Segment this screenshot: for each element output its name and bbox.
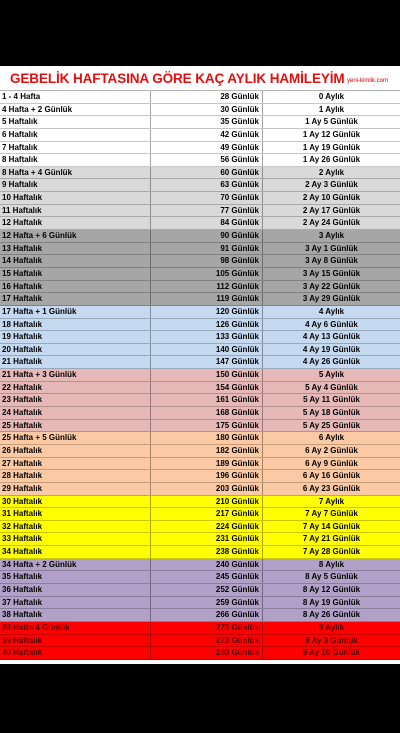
days-cell: 77 Günlük xyxy=(151,205,263,217)
week-cell: 38 Hafta 4 Günlük xyxy=(0,622,151,634)
months-cell: 5 Ay 11 Günlük xyxy=(303,395,360,405)
months-cell: 7 Ay 7 Günlük xyxy=(305,509,358,519)
table-row xyxy=(0,407,400,420)
table-row xyxy=(0,445,400,458)
pregnancy-table-sheet xyxy=(0,66,400,664)
months-cell: 8 Ay 12 Günlük xyxy=(302,584,361,594)
days-cell: 224 Günlük xyxy=(151,521,263,533)
days-cell: 42 Günlük xyxy=(151,129,263,141)
days-cell: 140 Günlük xyxy=(151,344,263,356)
days-cell: 182 Günlük xyxy=(151,445,263,457)
days-cell: 240 Günlük xyxy=(151,559,263,571)
week-cell: 28 Haftalık xyxy=(0,470,151,482)
week-cell: 9 Haftalık xyxy=(0,179,151,191)
days-cell: 203 Günlük xyxy=(151,483,263,495)
week-cell: 30 Haftalık xyxy=(0,496,151,508)
table-row xyxy=(0,268,400,281)
months-cell: 4 Ay 6 Günlük xyxy=(305,319,358,329)
week-cell: 18 Haftalık xyxy=(0,319,151,331)
days-cell: 180 Günlük xyxy=(151,432,263,444)
table-row xyxy=(0,344,400,357)
week-cell: 4 Hafta + 2 Günlük xyxy=(0,104,151,116)
week-cell: 27 Haftalık xyxy=(0,458,151,470)
months-cell: 4 Ay 13 Günlük xyxy=(302,332,361,342)
table-row xyxy=(0,584,400,597)
table-row xyxy=(0,609,400,622)
week-cell: 12 Hafta + 6 Günlük xyxy=(0,230,151,242)
table-row xyxy=(0,205,400,218)
days-cell: 161 Günlük xyxy=(151,394,263,406)
week-cell: 31 Haftalık xyxy=(0,508,151,520)
months-cell: 2 Aylık xyxy=(318,167,345,177)
days-cell: 70 Günlük xyxy=(151,192,263,204)
table-row xyxy=(0,483,400,496)
table-row xyxy=(0,420,400,433)
days-cell: 90 Günlük xyxy=(151,230,263,242)
months-cell: 0 Aylık xyxy=(318,92,345,101)
days-cell: 105 Günlük xyxy=(151,268,263,280)
days-cell: 98 Günlük xyxy=(151,255,263,267)
months-cell: 2 Ay 24 Günlük xyxy=(302,218,361,228)
table-row xyxy=(0,521,400,534)
days-cell: 273 Günlük xyxy=(151,635,263,647)
week-cell: 23 Haftalık xyxy=(0,394,151,406)
days-cell: 133 Günlük xyxy=(151,331,263,343)
week-cell: 24 Haftalık xyxy=(0,407,151,419)
months-cell: 8 Ay 19 Günlük xyxy=(302,597,361,607)
week-cell: 7 Haftalık xyxy=(0,142,151,154)
days-cell: 252 Günlük xyxy=(151,584,263,596)
months-cell: 2 Ay 10 Günlük xyxy=(302,193,361,203)
week-cell: 17 Hafta + 1 Günlük xyxy=(0,306,151,318)
table-row xyxy=(0,647,400,660)
table-row xyxy=(0,356,400,369)
week-cell: 26 Haftalık xyxy=(0,445,151,457)
table-row xyxy=(0,432,400,445)
table-row xyxy=(0,293,400,306)
week-cell: 21 Haftalık xyxy=(0,356,151,368)
days-cell: 91 Günlük xyxy=(151,243,263,255)
months-cell: 3 Ay 1 Günlük xyxy=(305,243,358,253)
table-row xyxy=(0,104,400,117)
months-cell: 9 Aylık xyxy=(318,622,345,632)
days-cell: 189 Günlük xyxy=(151,458,263,470)
week-cell: 16 Haftalık xyxy=(0,281,151,293)
months-cell: 6 Ay 23 Günlük xyxy=(302,483,361,493)
months-cell: 5 Ay 18 Günlük xyxy=(302,408,361,418)
table-row xyxy=(0,458,400,471)
days-cell: 63 Günlük xyxy=(151,179,263,191)
table-row xyxy=(0,622,400,635)
table-row xyxy=(0,281,400,294)
table-row xyxy=(0,167,400,180)
table-row xyxy=(0,496,400,509)
months-cell: 2 Ay 17 Günlük xyxy=(302,205,361,215)
week-cell: 29 Haftalık xyxy=(0,483,151,495)
months-cell: 7 Aylık xyxy=(318,496,345,506)
months-cell: 1 Ay 26 Günlük xyxy=(302,155,361,165)
months-cell: 6 Ay 16 Günlük xyxy=(302,471,361,481)
months-cell: 6 Ay 9 Günlük xyxy=(305,458,358,468)
days-cell: 238 Günlük xyxy=(151,546,263,558)
site-watermark: yeni-kimlik.com xyxy=(346,78,388,84)
table-row xyxy=(0,369,400,382)
table-row xyxy=(0,331,400,344)
days-cell: 60 Günlük xyxy=(151,167,263,179)
days-cell: 120 Günlük xyxy=(151,306,263,318)
table-row xyxy=(0,129,400,142)
months-cell: 7 Ay 21 Günlük xyxy=(302,534,361,544)
days-cell: 119 Günlük xyxy=(151,293,263,305)
days-cell: 266 Günlük xyxy=(151,609,263,621)
months-cell: 4 Ay 26 Günlük xyxy=(302,357,361,367)
week-cell: 38 Haftalık xyxy=(0,609,151,621)
week-cell: 40 Haftalık xyxy=(0,647,151,659)
week-cell: 12 Haftalık xyxy=(0,217,151,229)
days-cell: 35 Günlük xyxy=(151,116,263,128)
week-cell: 14 Haftalık xyxy=(0,255,151,267)
months-cell: 5 Aylık xyxy=(318,370,345,380)
months-cell: 3 Ay 15 Günlük xyxy=(302,268,361,278)
days-cell: 245 Günlük xyxy=(151,571,263,583)
months-cell: 8 Ay 26 Günlük xyxy=(302,610,361,620)
days-cell: 217 Günlük xyxy=(151,508,263,520)
days-cell: 154 Günlük xyxy=(151,382,263,394)
table-row xyxy=(0,142,400,155)
week-cell: 39 Haftalık xyxy=(0,635,151,647)
week-cell: 32 Haftalık xyxy=(0,521,151,533)
days-cell: 56 Günlük xyxy=(151,154,263,166)
week-cell: 8 Hafta + 4 Günlük xyxy=(0,167,151,179)
months-cell: 4 Ay 19 Günlük xyxy=(302,344,361,354)
week-cell: 25 Hafta + 5 Günlük xyxy=(0,432,151,444)
table-row xyxy=(0,533,400,546)
week-cell: 15 Haftalık xyxy=(0,268,151,280)
months-cell: 6 Aylık xyxy=(318,433,345,443)
months-cell: 5 Ay 25 Günlük xyxy=(302,420,361,430)
table-row xyxy=(0,597,400,610)
months-cell: 1 Ay 5 Günlük xyxy=(305,117,358,127)
months-cell: 7 Ay 14 Günlük xyxy=(302,521,361,531)
days-cell: 210 Günlük xyxy=(151,496,263,508)
months-cell: 3 Ay 22 Günlük xyxy=(302,281,361,291)
week-cell: 35 Haftalık xyxy=(0,571,151,583)
table-row xyxy=(0,635,400,648)
week-cell: 22 Haftalık xyxy=(0,382,151,394)
days-cell: 84 Günlük xyxy=(151,217,263,229)
days-cell: 150 Günlük xyxy=(151,369,263,381)
table-row xyxy=(0,571,400,584)
table-row xyxy=(0,192,400,205)
days-cell: 196 Günlük xyxy=(151,470,263,482)
days-cell: 259 Günlük xyxy=(151,597,263,609)
week-cell: 10 Haftalık xyxy=(0,192,151,204)
months-cell: 6 Ay 2 Günlük xyxy=(305,445,358,455)
months-cell: 2 Ay 3 Günlük xyxy=(305,180,358,190)
months-cell: 1 Ay 12 Günlük xyxy=(302,129,361,139)
week-cell: 20 Haftalık xyxy=(0,344,151,356)
days-cell: 28 Günlük xyxy=(151,91,263,103)
months-cell: 9 Ay 3 Günlük xyxy=(305,635,358,645)
table-row xyxy=(0,116,400,129)
table-row xyxy=(0,470,400,483)
months-cell: 1 Aylık xyxy=(318,104,345,114)
week-cell: 34 Haftalık xyxy=(0,546,151,558)
months-cell: 1 Ay 19 Günlük xyxy=(302,142,361,152)
table-row xyxy=(0,230,400,243)
week-cell: 6 Haftalık xyxy=(0,129,151,141)
days-cell: 175 Günlük xyxy=(151,420,263,432)
table-row xyxy=(0,255,400,268)
week-cell: 34 Hafta + 2 Günlük xyxy=(0,559,151,571)
table-row xyxy=(0,394,400,407)
days-cell: 112 Günlük xyxy=(151,281,263,293)
days-cell: 270 Günlük xyxy=(151,622,263,634)
table-row xyxy=(0,508,400,521)
week-cell: 1 - 4 Hafta xyxy=(0,91,151,103)
months-cell: 8 Aylık xyxy=(318,559,345,569)
days-cell: 49 Günlük xyxy=(151,142,263,154)
table-row xyxy=(0,546,400,559)
table-row xyxy=(0,217,400,230)
days-cell: 231 Günlük xyxy=(151,533,263,545)
week-cell: 36 Haftalık xyxy=(0,584,151,596)
months-cell: 4 Aylık xyxy=(318,306,345,316)
table-row xyxy=(0,382,400,395)
table-row xyxy=(0,243,400,256)
week-cell: 17 Haftalık xyxy=(0,293,151,305)
table-row xyxy=(0,559,400,572)
week-cell: 21 Hafta + 3 Günlük xyxy=(0,369,151,381)
table-row xyxy=(0,154,400,167)
week-cell: 37 Haftalık xyxy=(0,597,151,609)
table-row xyxy=(0,179,400,192)
months-cell: 8 Ay 5 Günlük xyxy=(305,572,358,582)
table-row xyxy=(0,306,400,319)
months-cell: 5 Ay 4 Günlük xyxy=(305,382,358,392)
week-cell: 5 Haftalık xyxy=(0,116,151,128)
table-row xyxy=(0,319,400,332)
days-cell: 147 Günlük xyxy=(151,356,263,368)
months-cell: 3 Ay 29 Günlük xyxy=(302,294,361,304)
table-body xyxy=(0,91,400,660)
table-header xyxy=(0,66,400,91)
week-cell: 8 Haftalık xyxy=(0,154,151,166)
months-cell: 3 Ay 8 Günlük xyxy=(305,256,358,266)
week-cell: 13 Haftalık xyxy=(0,243,151,255)
days-cell: 126 Günlük xyxy=(151,319,263,331)
week-cell: 11 Haftalık xyxy=(0,205,151,217)
week-cell: 33 Haftalık xyxy=(0,533,151,545)
table-title: GEBELİK HAFTASINA GÖRE KAÇ AYLIK HAMİLEYİM xyxy=(10,70,345,86)
days-cell: 30 Günlük xyxy=(151,104,263,116)
week-cell: 19 Haftalık xyxy=(0,331,151,343)
week-cell: 25 Haftalık xyxy=(0,420,151,432)
months-cell: 3 Aylık xyxy=(318,231,345,241)
days-cell: 168 Günlük xyxy=(151,407,263,419)
table-row xyxy=(0,91,400,104)
days-cell: 280 Günlük xyxy=(151,647,263,659)
months-cell: 9 Ay 10 Günlük xyxy=(302,648,361,658)
months-cell: 7 Ay 28 Günlük xyxy=(302,547,361,557)
